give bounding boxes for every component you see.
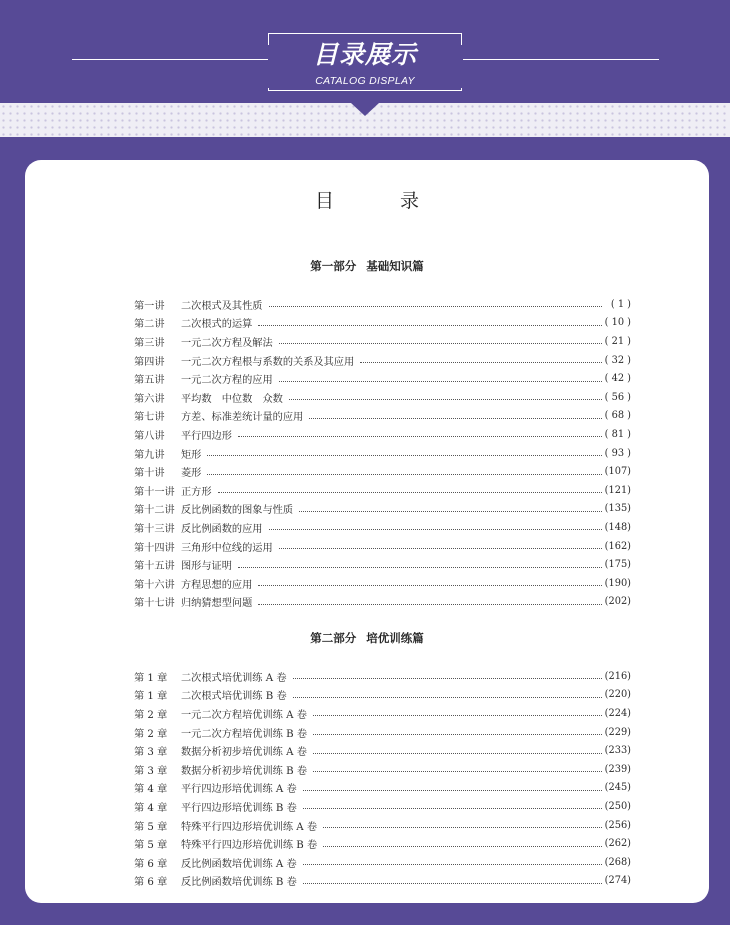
- toc-entry-page: (148): [604, 521, 631, 533]
- toc-entry-page: (107): [604, 466, 631, 478]
- toc-entry-page: (121): [604, 484, 631, 496]
- toc-entry-number: 第 2 章: [134, 728, 168, 740]
- dot-leader: [238, 566, 602, 568]
- dot-leader: [258, 584, 601, 586]
- toc-entry: [134, 760, 631, 779]
- toc-entry-number: 第十七讲: [134, 598, 175, 610]
- toc-entry-number: 第八讲: [134, 430, 165, 442]
- header-rule-right: [463, 59, 659, 60]
- toc-entry-number: 第五讲: [134, 375, 165, 387]
- toc-entry-number: 第七讲: [134, 412, 165, 424]
- toc-entry-number: 第一讲: [134, 300, 165, 312]
- toc-entry-number: 第十讲: [134, 468, 165, 480]
- toc-entry-number: 第十一讲: [134, 486, 175, 498]
- dot-leader: [269, 305, 603, 307]
- toc-entry-page: (162): [604, 540, 631, 552]
- dot-leader: [207, 473, 601, 475]
- toc-entry-title: 反比例函数培优训练 B 卷: [181, 877, 297, 889]
- toc-entry: [134, 314, 631, 333]
- toc-entry-title: 一元二次方程及解法: [181, 337, 273, 349]
- toc-entry-number: 第四讲: [134, 356, 165, 368]
- toc-entry: [134, 462, 631, 481]
- toc-entry-title: 方程思想的应用: [181, 579, 253, 591]
- toc-entry: [134, 444, 631, 463]
- dot-leader: [258, 324, 601, 326]
- toc-entry-number: 第三讲: [134, 337, 165, 349]
- toc-entry-title: 数据分析初步培优训练 B 卷: [181, 765, 308, 777]
- down-arrow-icon: [351, 103, 379, 116]
- toc-entry: [134, 425, 631, 444]
- toc-entry-title: 特殊平行四边形培优训练 A 卷: [181, 821, 318, 833]
- toc-entry: [134, 500, 631, 519]
- toc-entry-title: 图形与证明: [181, 561, 232, 573]
- page-title: 目 录: [314, 190, 450, 212]
- toc-entry-page: ( 56 ): [604, 391, 631, 403]
- toc-entry-page: (202): [604, 596, 631, 608]
- toc-entry-page: ( 10 ): [604, 317, 631, 329]
- toc-entry-title: 菱形: [181, 468, 202, 480]
- toc-entry: [134, 332, 631, 351]
- part1-toc: [134, 295, 631, 611]
- toc-entry-title: 一元二次方程的应用: [181, 375, 273, 387]
- toc-entry-title: 二次根式的运算: [181, 319, 253, 331]
- toc-entry-page: (274): [604, 875, 631, 887]
- dot-leader: [303, 863, 602, 865]
- toc-entry-page: (233): [604, 745, 631, 757]
- dot-leader: [323, 826, 602, 828]
- toc-entry-title: 归纳猜想型问题: [181, 598, 253, 610]
- toc-entry: [134, 853, 631, 872]
- toc-entry-title: 矩形: [181, 449, 202, 461]
- toc-entry: [134, 779, 631, 798]
- toc-entry: [134, 704, 631, 723]
- toc-entry-number: 第十二讲: [134, 505, 175, 517]
- dot-leader: [313, 752, 602, 754]
- toc-entry-page: (216): [604, 670, 631, 682]
- dot-leader: [293, 696, 602, 698]
- dot-leader: [279, 342, 602, 344]
- dot-leader: [360, 361, 601, 363]
- toc-entry-title: 一元二次方程培优训练 A 卷: [181, 709, 307, 721]
- toc-entry-number: 第十三讲: [134, 523, 175, 535]
- toc-entry-title: 二次根式及其性质: [181, 300, 263, 312]
- dot-leader: [309, 417, 601, 419]
- toc-entry-page: ( 93 ): [604, 447, 631, 459]
- dot-leader: [269, 528, 602, 530]
- toc-entry-page: (229): [604, 726, 631, 738]
- toc-entry: [134, 555, 631, 574]
- toc-entry-title: 方差、标准差统计量的应用: [181, 412, 304, 424]
- header-rule-left: [72, 59, 268, 60]
- toc-entry-page: ( 81 ): [604, 428, 631, 440]
- toc-entry-title: 平行四边形: [181, 430, 232, 442]
- banner-title: 目录展示: [312, 40, 417, 69]
- toc-entry-title: 二次根式培优训练 B 卷: [181, 691, 287, 703]
- toc-entry-number: 第 5 章: [134, 821, 168, 833]
- dot-leader: [258, 603, 601, 605]
- dot-leader: [303, 789, 602, 791]
- dot-leader: [303, 882, 602, 884]
- toc-entry-number: 第 1 章: [134, 691, 168, 703]
- toc-entry: [134, 369, 631, 388]
- toc-entry-page: (239): [604, 763, 631, 775]
- toc-entry-number: 第十四讲: [134, 542, 175, 554]
- toc-entry-number: 第 5 章: [134, 840, 168, 852]
- toc-entry: [134, 816, 631, 835]
- toc-entry-number: 第 3 章: [134, 765, 168, 777]
- part1-title: 第一部分 基础知识篇: [310, 259, 424, 273]
- toc-entry-number: 第 1 章: [134, 672, 168, 684]
- toc-entry-page: (268): [604, 856, 631, 868]
- toc-entry-page: (262): [604, 838, 631, 850]
- dot-leader: [313, 733, 602, 735]
- toc-entry-number: 第 6 章: [134, 877, 168, 889]
- banner-subtitle: CATALOG DISPLAY: [268, 74, 462, 88]
- toc-entry-title: 平均数 中位数 众数: [181, 393, 283, 405]
- toc-entry-number: 第十六讲: [134, 579, 175, 591]
- toc-entry-title: 平行四边形培优训练 B 卷: [181, 802, 297, 814]
- catalog-page: [25, 160, 709, 903]
- toc-entry-page: (224): [604, 707, 631, 719]
- toc-entry-page: (245): [604, 782, 631, 794]
- toc-entry: [134, 593, 631, 612]
- toc-entry-number: 第 2 章: [134, 709, 168, 721]
- toc-entry-page: (220): [604, 689, 631, 701]
- toc-entry: [134, 797, 631, 816]
- dot-leader: [313, 714, 602, 716]
- part2-title: 第二部分 培优训练篇: [310, 631, 424, 645]
- toc-entry: [134, 741, 631, 760]
- toc-entry-number: 第 6 章: [134, 858, 168, 870]
- toc-entry: [134, 834, 631, 853]
- toc-entry: [134, 481, 631, 500]
- toc-entry: [134, 686, 631, 705]
- dot-leader: [279, 547, 602, 549]
- toc-entry: [134, 574, 631, 593]
- toc-entry: [134, 537, 631, 556]
- toc-entry-title: 反比例函数的应用: [181, 523, 263, 535]
- toc-entry-number: 第六讲: [134, 393, 165, 405]
- toc-entry-page: (250): [604, 800, 631, 812]
- toc-entry-number: 第 3 章: [134, 747, 168, 759]
- toc-entry-title: 一元二次方程根与系数的关系及其应用: [181, 356, 355, 368]
- dot-leader: [238, 435, 602, 437]
- toc-entry: [134, 723, 631, 742]
- dot-leader: [303, 807, 602, 809]
- toc-entry-title: 反比例函数培优训练 A 卷: [181, 858, 297, 870]
- toc-entry-page: ( 32 ): [604, 354, 631, 366]
- toc-entry-page: ( 42 ): [604, 373, 631, 385]
- toc-entry-title: 特殊平行四边形培优训练 B 卷: [181, 840, 318, 852]
- toc-entry: [134, 518, 631, 537]
- toc-entry-title: 二次根式培优训练 A 卷: [181, 672, 287, 684]
- toc-entry-title: 三角形中位线的运用: [181, 542, 273, 554]
- part2-toc: [134, 667, 631, 890]
- toc-entry-page: (190): [604, 577, 631, 589]
- toc-entry: [134, 388, 631, 407]
- dot-leader: [299, 510, 602, 512]
- toc-entry-page: (175): [604, 559, 631, 571]
- dot-leader: [313, 770, 602, 772]
- toc-entry-number: 第 4 章: [134, 802, 168, 814]
- toc-entry: [134, 872, 631, 891]
- toc-entry: [134, 407, 631, 426]
- toc-entry: [134, 295, 631, 314]
- toc-entry-page: ( 21 ): [604, 335, 631, 347]
- toc-entry-title: 数据分析初步培优训练 A 卷: [181, 747, 307, 759]
- dot-leader: [323, 845, 601, 847]
- toc-entry: [134, 351, 631, 370]
- dot-leader: [293, 677, 602, 679]
- toc-entry-page: ( 1 ): [610, 298, 631, 310]
- toc-entry-title: 平行四边形培优训练 A 卷: [181, 784, 297, 796]
- toc-entry-title: 正方形: [181, 486, 212, 498]
- toc-entry-number: 第 4 章: [134, 784, 168, 796]
- toc-entry-page: (256): [604, 819, 631, 831]
- toc-entry: [134, 667, 631, 686]
- dot-leader: [218, 491, 602, 493]
- toc-entry-page: (135): [604, 503, 631, 515]
- toc-entry-number: 第十五讲: [134, 561, 175, 573]
- dot-leader: [207, 454, 601, 456]
- toc-entry-title: 反比例函数的图象与性质: [181, 505, 294, 517]
- toc-entry-number: 第二讲: [134, 319, 165, 331]
- dot-leader: [289, 398, 602, 400]
- toc-entry-number: 第九讲: [134, 449, 165, 461]
- dot-leader: [279, 380, 602, 382]
- toc-entry-title: 一元二次方程培优训练 B 卷: [181, 728, 308, 740]
- toc-entry-page: ( 68 ): [604, 410, 631, 422]
